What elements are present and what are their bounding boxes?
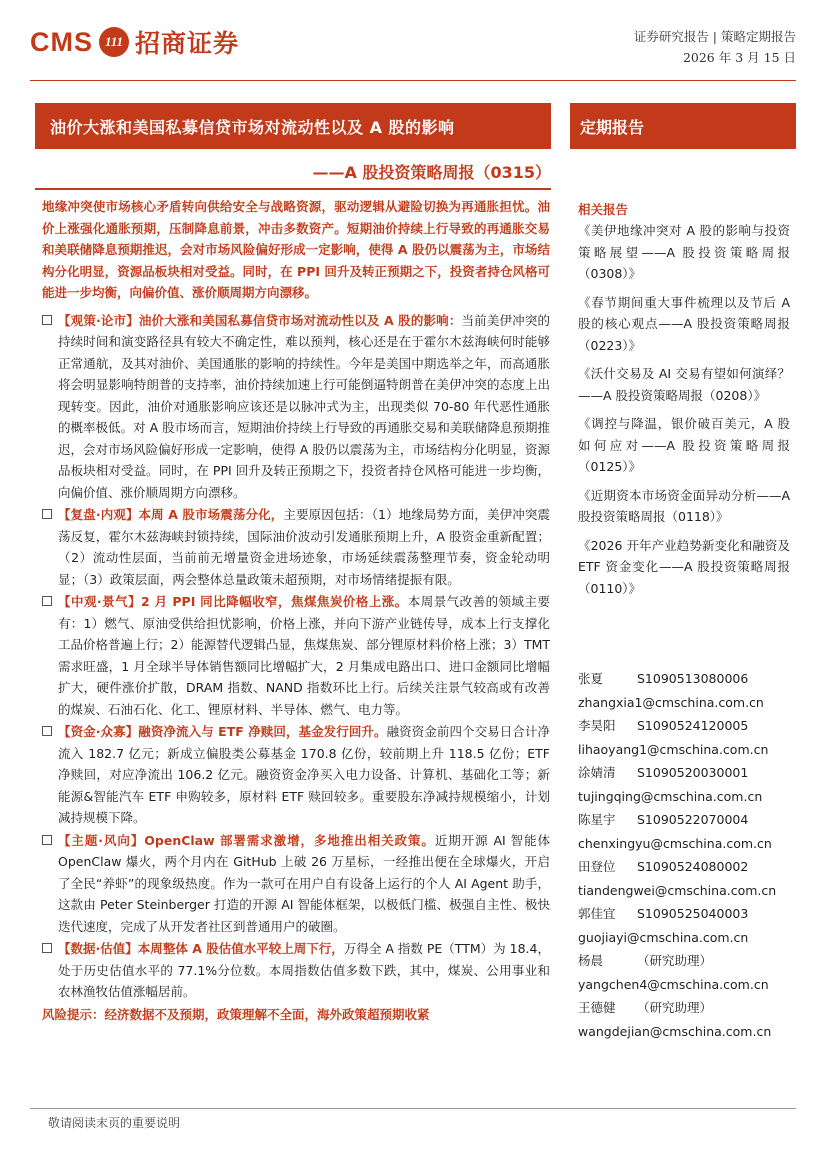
analyst-name: 王德健 <box>578 1000 616 1015</box>
bullet-lead: 【资金·众寡】融资净流入与 ETF 净赎回，基金发行回升。 <box>58 724 387 739</box>
bullet-lead: 【中观·景气】2 月 PPI 同比降幅收窄，焦煤焦炭价格上涨。 <box>58 594 408 609</box>
checkbox-icon <box>42 726 52 736</box>
analyst-row <box>578 808 798 832</box>
bullet-item <box>42 591 550 720</box>
analyst-cert-id: S1090524080002 <box>637 859 749 874</box>
analyst-email[interactable]: guojiayi@cmschina.com.cn <box>578 929 749 945</box>
analyst-row <box>578 714 798 738</box>
related-report-link[interactable]: 《2026 开年产业趋势新变化和融资及 ETF 资金变化——A 股投资策略周报（0110）》 <box>578 537 790 596</box>
analyst-email[interactable]: chenxingyu@cmschina.com.cn <box>578 835 772 851</box>
checkbox-icon <box>42 596 52 606</box>
title-banner <box>35 103 551 149</box>
analyst-cert-id: S1090522070004 <box>637 812 749 827</box>
bullet-text: 万得全 A 指数 PE（TTM）为 18.4，处于历史估值水平的 77.1%分位数。本周指数估值多数下跌，其中，煤炭、公用事业和农林渔牧估值涨幅居前。 <box>58 941 550 999</box>
page-title: 油价大涨和美国私募信贷市场对流动性以及 A 股的影响 <box>50 117 455 137</box>
related-report-link[interactable]: 《美伊地缘冲突对 A 股的影响与投资策略展望——A 股投资策略周报（0308）》 <box>578 223 790 281</box>
related-report-link[interactable]: 《沃什交易及 AI 交易有望如何演绎？——A 股投资策略周报（0208）》 <box>578 366 790 403</box>
analyst-cert-id: S1090524120005 <box>637 718 749 733</box>
analyst-role: （研究助理） <box>637 1000 713 1015</box>
bullet-lead: 【复盘·内观】本周 A 股市场震荡分化， <box>58 507 284 522</box>
bullet-lead: 【数据·估值】本周整体 A 股估值水平较上周下行， <box>58 941 344 956</box>
footer-note: 敬请阅读末页的重要说明 <box>48 1116 181 1130</box>
bullet-text: 本周景气改善的领域主要有：1）燃气、原油受供给担忧影响，价格上涨，并向下游产业链传导，成本上行支撑化工品价格普遍上行；2）能源替代逻辑凸显，焦煤焦炭、部分锂原材料价格上涨；3）TMT 需求旺盛，1 月全球半导体销售额同比增幅扩大，2 月集成电路出口、进口金额同比增幅扩大，硬件涨价扩散，DRAM 指数、NAND 指数环比上行。后续关注景气较高或有改善的煤炭、石油石化、化工、锂原材料、半导体、燃气、电力等。 <box>58 594 550 717</box>
bullet-item <box>42 310 550 504</box>
summary-paragraph: 地缘冲突使市场核心矛盾转向供给安全与战略资源，驱动逻辑从避险切换为再通胀担忧。油价上涨强化通胀预期，压制降息前景，冲击多数资产。短期油价持续上行导致的再通胀交易和美联储降息预期推迟，会对市场风险偏好形成一定影响，使得 A 股仍以震荡为主，市场结构分化明显，资源品板块相对受益。同时，在 PPI 回升及转正预期之下，投资者持仓风格可能进一步均衡，向偏价值、涨价顺周期方向漂移。 <box>42 199 550 300</box>
company-logo <box>30 22 239 62</box>
analyst-email[interactable]: tiandengwei@cmschina.com.cn <box>578 882 777 898</box>
analyst-list <box>578 667 798 1043</box>
analyst-cert-id: S1090525040003 <box>637 906 749 921</box>
side-label: 定期报告 <box>580 117 645 137</box>
analyst-row <box>578 667 798 691</box>
analyst-name: 陈星宇 <box>578 812 616 827</box>
analyst-name: 涂婧清 <box>578 765 616 780</box>
analyst-email[interactable]: yangchen4@cmschina.com.cn <box>578 976 769 992</box>
bullet-text: 融资资金前四个交易日合计净流入 182.7 亿元；新成立偏股类公募基金 170.8 亿份，较前期上升 118.5 亿份；ETF 净赎回，对应净流出 106.2 亿元。融资资金净买入电力设备、计算机、基础化工等；新能源&智能汽车 ETF 申购较多，原材料 ETF 赎回较多。重要股东净减持规模缩小，计划减持规模下降。 <box>58 724 550 825</box>
bullet-text: 主要原因包括：（1）地缘局势方面，美伊冲突震荡反复，霍尔木兹海峡封锁持续，国际油价波动引发通胀预期上升，A 股资金重新配置；（2）流动性层面，当前前无增量资金进场迹象，市场延续震荡整理节奏，资金轮动明显；（3）政策层面，两会整体总量政策未超预期，对市场情绪提振有限。 <box>58 507 550 587</box>
analyst-email[interactable]: zhangxia1@cmschina.com.cn <box>578 694 764 710</box>
bullet-text: 近期开源 AI 智能体 OpenClaw 爆火，两个月内在 GitHub 上破 26 万星标，一经推出便在全球爆火，开启了全民“养虾”的现象级热度。作为一款可在用户自有设备上运行的个人 AI Agent 助手，这款由 Peter Steinberger 打造的开源 AI 智能体框架，以极低门槛、极强自主性、极快迭代速度，完成了从开发者社区到普通用户的破圈。 <box>58 832 550 934</box>
checkbox-icon <box>42 835 52 845</box>
analyst-row <box>578 949 798 973</box>
footer-divider <box>30 1108 796 1109</box>
analyst-name: 杨晨 <box>578 953 604 968</box>
analyst-email[interactable]: lihaoyang1@cmschina.com.cn <box>578 741 769 757</box>
bullet-item <box>42 938 550 1003</box>
title-divider <box>35 188 551 190</box>
analyst-name: 郭佳宜 <box>578 906 616 921</box>
side-banner <box>570 103 796 149</box>
related-reports-list <box>578 220 790 606</box>
bullet-text: 当前美伊冲突的持续时间和演变路径具有较大不确定性，难以预判，核心还是在于霍尔木兹海峡何时能够正常通航，及其对油价、美国通胀的影响的持续性。今年是美国中期选举之年，而高通胀将会明显影响特朗普的支持率，油价持续加速上行可能倒逼特朗普在美伊冲突的态度上出现转变。因此，油价对通胀影响应该还是以脉冲式为主，出现类似 70-80 年代恶性通胀的概率极低。对 A 股市场而言，短期油价持续上行导致的再通胀交易和美联储降息预期推迟，会对市场风险偏好形成一定影响，使得 A 股仍以震荡为主，市场结构分化明显，资源品板块相对受益。同时，在 PPI 回升及转正预期之下，投资者持仓风格可能进一步均衡，向偏价值、涨价顺周期方向漂移。 <box>58 312 550 500</box>
analyst-name: 张夏 <box>578 671 604 686</box>
related-report-link[interactable]: 《近期资本市场资金面异动分析——A 股投资策略周报（0118）》 <box>578 487 790 524</box>
checkbox-icon <box>42 509 52 519</box>
logo-company-name: 招商证券 <box>135 29 240 58</box>
related-reports-title: 相关报告 <box>578 202 629 217</box>
analyst-row <box>578 902 798 926</box>
bullet-lead: 【观策·论市】油价大涨和美国私募信贷市场对流动性以及 A 股的影响： <box>58 312 462 328</box>
checkbox-icon <box>42 943 52 953</box>
related-report-link[interactable]: 《春节期间重大事件梳理以及节后 A 股的核心观点——A 股投资策略周报（0223）》 <box>578 294 790 353</box>
related-report-link[interactable]: 《调控与降温，银价破百美元，A 股如何应对——A 股投资策略周报（0125）》 <box>578 416 790 474</box>
report-meta <box>634 26 796 68</box>
report-date: 2026 年 3 月 15 日 <box>682 50 796 65</box>
analyst-name: 田登位 <box>578 859 616 874</box>
logo-mark-icon: 111 <box>99 27 129 57</box>
analyst-name: 李昊阳 <box>578 718 616 733</box>
bullet-lead: 【主题·风向】OpenClaw 部署需求激增，多地推出相关政策。 <box>58 832 435 848</box>
analyst-cert-id: S1090513080006 <box>637 671 749 686</box>
analyst-role: （研究助理） <box>637 953 713 968</box>
bullet-item <box>42 721 550 829</box>
checkbox-icon <box>42 315 52 325</box>
analyst-row <box>578 996 798 1020</box>
main-content <box>42 196 550 1025</box>
logo-cms-text: CMS <box>30 26 93 57</box>
analyst-email[interactable]: wangdejian@cmschina.com.cn <box>578 1023 772 1039</box>
analyst-email[interactable]: tujingqing@cmschina.com.cn <box>578 788 763 804</box>
bullet-item <box>42 830 550 938</box>
report-type: 证券研究报告 | 策略定期报告 <box>633 29 796 44</box>
bullet-item <box>42 504 550 590</box>
analyst-row <box>578 761 798 785</box>
risk-warning: 风险提示：经济数据不及预期，政策理解不全面，海外政策超预期收紧 <box>42 1006 430 1022</box>
analyst-row <box>578 855 798 879</box>
header-divider <box>30 80 796 81</box>
analyst-cert-id: S1090520030001 <box>637 765 749 780</box>
page-subtitle: ——A 股投资策略周报（0315） <box>312 163 551 182</box>
